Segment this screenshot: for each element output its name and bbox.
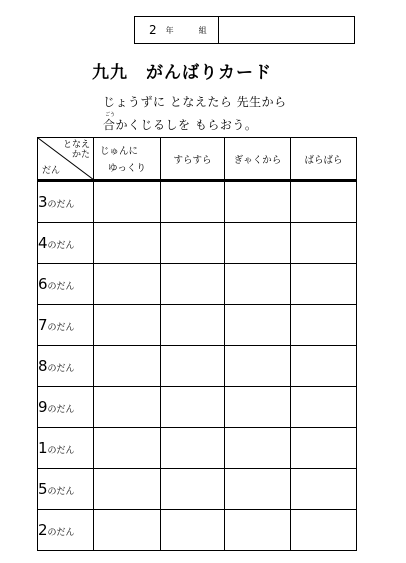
- stamp-cell-smooth[interactable]: [161, 222, 225, 263]
- stamp-cell-slow[interactable]: [94, 263, 161, 304]
- corner-label-method-line2: かた: [71, 150, 90, 160]
- corner-label-method-line1: となえ: [62, 140, 90, 150]
- stamp-cell-random[interactable]: [291, 386, 357, 427]
- row-label: [38, 345, 94, 386]
- row-label-number: 6: [38, 275, 48, 293]
- grade-number: 2: [149, 23, 157, 37]
- row-label-number: 4: [38, 234, 48, 252]
- stamp-cell-reverse[interactable]: [225, 181, 291, 222]
- stamp-cell-slow[interactable]: [94, 222, 161, 263]
- row-label-suffix: のだん: [47, 323, 75, 333]
- row-label: [38, 222, 94, 263]
- kuku-card-table: [37, 137, 357, 551]
- stamp-cell-slow[interactable]: [94, 181, 161, 222]
- instruction-line-2: 合かくじるしを もらおう。: [103, 118, 258, 132]
- table-row: [38, 222, 357, 263]
- stamp-cell-smooth[interactable]: [161, 427, 225, 468]
- stamp-cell-slow[interactable]: [94, 427, 161, 468]
- stamp-cell-smooth[interactable]: [161, 468, 225, 509]
- table-row: [38, 181, 357, 222]
- table-row: [38, 509, 357, 550]
- column-header-smooth: すらすら: [161, 138, 225, 180]
- stamp-cell-smooth[interactable]: [161, 509, 225, 550]
- row-label-suffix: のだん: [47, 528, 75, 538]
- stamp-cell-slow[interactable]: [94, 509, 161, 550]
- name-box: [134, 16, 355, 44]
- row-label-number: 7: [38, 316, 48, 334]
- row-label: [38, 427, 94, 468]
- table-row: [38, 386, 357, 427]
- row-label: [38, 181, 94, 222]
- stamp-cell-reverse[interactable]: [225, 263, 291, 304]
- row-label-number: 8: [38, 357, 48, 375]
- row-label-suffix: のだん: [47, 405, 75, 415]
- stamp-cell-slow[interactable]: [94, 386, 161, 427]
- corner-header-cell: [38, 138, 94, 180]
- grade-cell: [135, 17, 219, 43]
- stamp-cell-slow[interactable]: [94, 304, 161, 345]
- stamp-cell-reverse[interactable]: [225, 427, 291, 468]
- table-row: [38, 468, 357, 509]
- stamp-cell-smooth[interactable]: [161, 386, 225, 427]
- stamp-cell-reverse[interactable]: [225, 345, 291, 386]
- stamp-cell-random[interactable]: [291, 304, 357, 345]
- instruction-line-1: じょうずに となえたら 先生から: [103, 95, 287, 109]
- stamp-cell-random[interactable]: [291, 509, 357, 550]
- row-label-suffix: のだん: [47, 282, 75, 292]
- row-label-suffix: のだん: [47, 446, 75, 456]
- class-unit: 組: [198, 25, 207, 35]
- stamp-cell-reverse[interactable]: [225, 468, 291, 509]
- ruby-go: ごう: [105, 112, 116, 118]
- stamp-cell-smooth[interactable]: [161, 181, 225, 222]
- corner-label-dan: だん: [42, 166, 61, 176]
- column-header-reverse: ぎゃくから: [225, 138, 291, 180]
- stamp-cell-reverse[interactable]: [225, 509, 291, 550]
- row-label: [38, 263, 94, 304]
- stamp-cell-reverse[interactable]: [225, 222, 291, 263]
- header-row: [38, 138, 357, 180]
- row-label-number: 2: [38, 521, 48, 539]
- row-label-suffix: のだん: [47, 241, 75, 251]
- column-header-slow-line1: じゅんに: [100, 146, 139, 157]
- row-label-suffix: のだん: [47, 200, 75, 211]
- table-row: [38, 263, 357, 304]
- row-label-suffix: のだん: [47, 487, 75, 497]
- stamp-cell-random[interactable]: [291, 468, 357, 509]
- row-label: [38, 386, 94, 427]
- stamp-cell-reverse[interactable]: [225, 386, 291, 427]
- stamp-cell-slow[interactable]: [94, 468, 161, 509]
- stamp-cell-random[interactable]: [291, 222, 357, 263]
- row-label-number: 1: [38, 439, 48, 457]
- row-label: [38, 468, 94, 509]
- name-field[interactable]: [219, 17, 354, 43]
- stamp-cell-reverse[interactable]: [225, 304, 291, 345]
- row-label-suffix: のだん: [47, 364, 75, 374]
- column-header-slow: [94, 138, 161, 180]
- row-label: [38, 304, 94, 345]
- table-row: [38, 427, 357, 468]
- stamp-cell-slow[interactable]: [94, 345, 161, 386]
- column-header-random: ばらばら: [291, 138, 357, 180]
- stamp-cell-random[interactable]: [291, 427, 357, 468]
- row-label-number: 9: [38, 398, 48, 416]
- column-header-slow-line2: ゆっくり: [108, 163, 146, 174]
- row-label-number: 3: [38, 193, 48, 212]
- table-row: [38, 304, 357, 345]
- stamp-cell-random[interactable]: [291, 181, 357, 222]
- grade-unit: 年: [165, 25, 174, 35]
- stamp-cell-smooth[interactable]: [161, 263, 225, 304]
- row-label: [38, 509, 94, 550]
- page-title: 九九 がんばりカード: [92, 63, 272, 83]
- stamp-cell-random[interactable]: [291, 263, 357, 304]
- stamp-cell-random[interactable]: [291, 345, 357, 386]
- corner-label-method: [63, 140, 90, 160]
- table-row: [38, 345, 357, 386]
- row-label-number: 5: [38, 480, 48, 498]
- stamp-cell-smooth[interactable]: [161, 304, 225, 345]
- stamp-cell-smooth[interactable]: [161, 345, 225, 386]
